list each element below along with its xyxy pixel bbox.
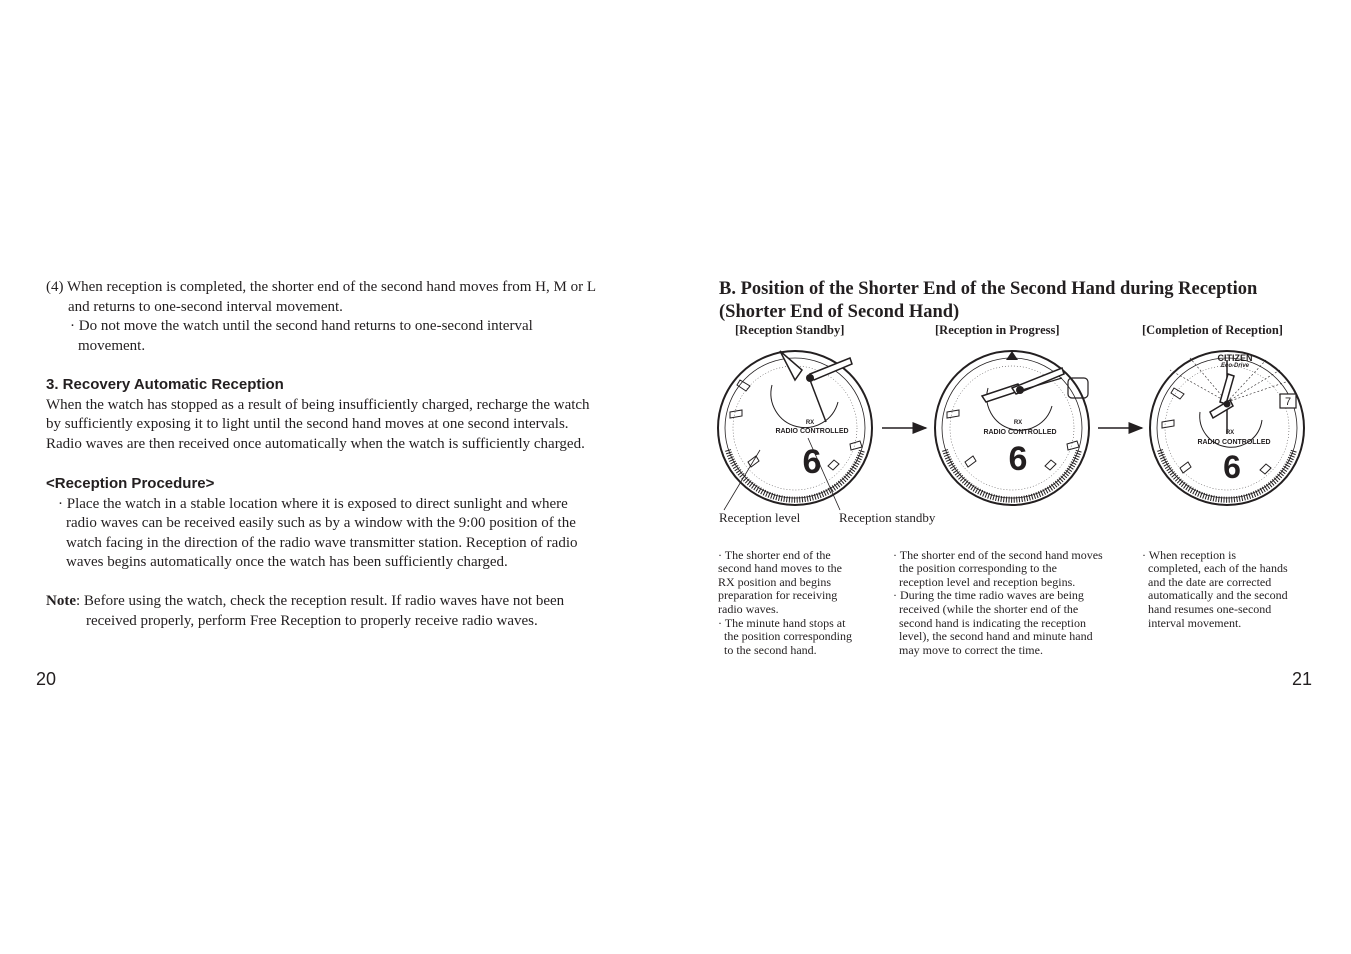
description-line: radio waves.: [718, 601, 779, 616]
note-line1: [46, 592, 564, 612]
description-line: second hand is indicating the reception: [893, 615, 1086, 630]
eco-drive-logo: Eco-Drive: [1220, 363, 1250, 369]
note-text: : Before using the watch, check the reception result. If radio waves have not been: [76, 593, 565, 609]
section-b-title-line1: B. Position of the Shorter End of the Second Hand during Reception: [719, 279, 1258, 299]
watch-dial-completion: [1150, 351, 1304, 505]
description-line: the position corresponding to the: [893, 561, 1057, 576]
radio-controlled-label: RADIO CONTROLLED: [775, 428, 849, 435]
description-line: level), the second hand and minute hand: [893, 629, 1093, 644]
numeral-six: 6: [1008, 440, 1028, 478]
description-line: and the date are corrected: [1142, 574, 1272, 589]
numeral-six: 6: [802, 443, 822, 481]
description-line: may move to correct the time.: [893, 642, 1043, 657]
rx-label: RX: [805, 420, 815, 426]
description-line: preparation for receiving: [718, 588, 838, 603]
caption-reception-standby: [Reception Standby]: [735, 323, 845, 337]
step4-bullet-line1: · Do not move the watch until the second hand returns to one-second interval: [70, 318, 533, 334]
section3-heading: 3. Recovery Automatic Reception: [46, 376, 284, 393]
procedure-line4: waves begins automatically once the watch has been sufficiently charged.: [66, 554, 508, 570]
watch-dial-in-progress: [935, 351, 1089, 505]
description-line: · During the time radio waves are being: [893, 588, 1084, 603]
description-line: · The shorter end of the second hand moves: [893, 547, 1103, 562]
rx-label: RX: [1225, 430, 1235, 436]
step4-line1: (4) When reception is completed, the shorter end of the second hand moves from H, M or L: [46, 279, 596, 295]
label-reception-level: Reception level: [719, 510, 801, 525]
description-line: RX position and begins: [718, 574, 831, 589]
description-line: second hand moves to the: [718, 561, 842, 576]
description-line: automatically and the second: [1142, 588, 1288, 603]
description-line: reception level and reception begins.: [893, 574, 1076, 589]
caption-completion-of-reception: [Completion of Reception]: [1142, 323, 1283, 337]
procedure-line2: radio waves can be received easily such as by a window with the 9:00 position of the: [66, 515, 576, 531]
radio-controlled-label: RADIO CONTROLLED: [1197, 439, 1271, 446]
description-standby: [718, 535, 852, 671]
description-line: · The minute hand stops at: [718, 615, 846, 630]
description-line: interval movement.: [1142, 615, 1242, 630]
description-line: to the second hand.: [718, 642, 817, 657]
description-line: · The shorter end of the: [718, 547, 831, 562]
page-number-right: 21: [1292, 669, 1313, 689]
procedure-line3: watch facing in the direction of the radio wave transmitter station. Reception of radio: [66, 534, 578, 551]
description-line: the position corresponding: [718, 629, 852, 644]
page-number-left: 20: [36, 669, 57, 689]
description-completion: [1142, 535, 1288, 644]
procedure-line1: · Place the watch in a stable location where it is exposed to direct sunlight and where: [58, 495, 568, 512]
description-in-progress: [893, 535, 1103, 671]
description-line: completed, each of the hands: [1142, 561, 1288, 576]
step4-bullet-line2: movement.: [78, 337, 146, 354]
numeral-six: 6: [1223, 449, 1241, 485]
citizen-logo: CITIZEN: [1217, 353, 1253, 363]
section-b-title-line2: (Shorter End of Second Hand): [719, 302, 960, 322]
description-line: received (while the shorter end of the: [893, 601, 1079, 616]
section3-line3: Radio waves are then received once automatically when the watch is sufficiently charged.: [46, 435, 585, 452]
label-reception-standby: Reception standby: [839, 510, 936, 525]
section3-line2: by sufficiently exposing it to light until the second hand moves at one second intervals.: [46, 416, 569, 432]
description-line: hand resumes one-second: [1142, 601, 1272, 616]
step4-line2: and returns to one-second interval movement.: [68, 298, 343, 315]
procedure-heading: <Reception Procedure>: [46, 475, 215, 492]
watch-diagrams: [700, 340, 1330, 530]
note-line2: received properly, perform Free Reception to properly receive radio waves.: [86, 612, 538, 629]
section3-line1: When the watch has stopped as a result of being insufficiently charged, recharge the watch: [46, 396, 590, 413]
rx-label: RX: [1013, 420, 1023, 426]
radio-controlled-label: RADIO CONTROLLED: [983, 429, 1057, 436]
date-value: 7: [1284, 396, 1292, 408]
caption-reception-in-progress: [Reception in Progress]: [935, 323, 1060, 337]
note-label: Note: [46, 593, 76, 609]
description-line: · When reception is: [1142, 547, 1237, 562]
